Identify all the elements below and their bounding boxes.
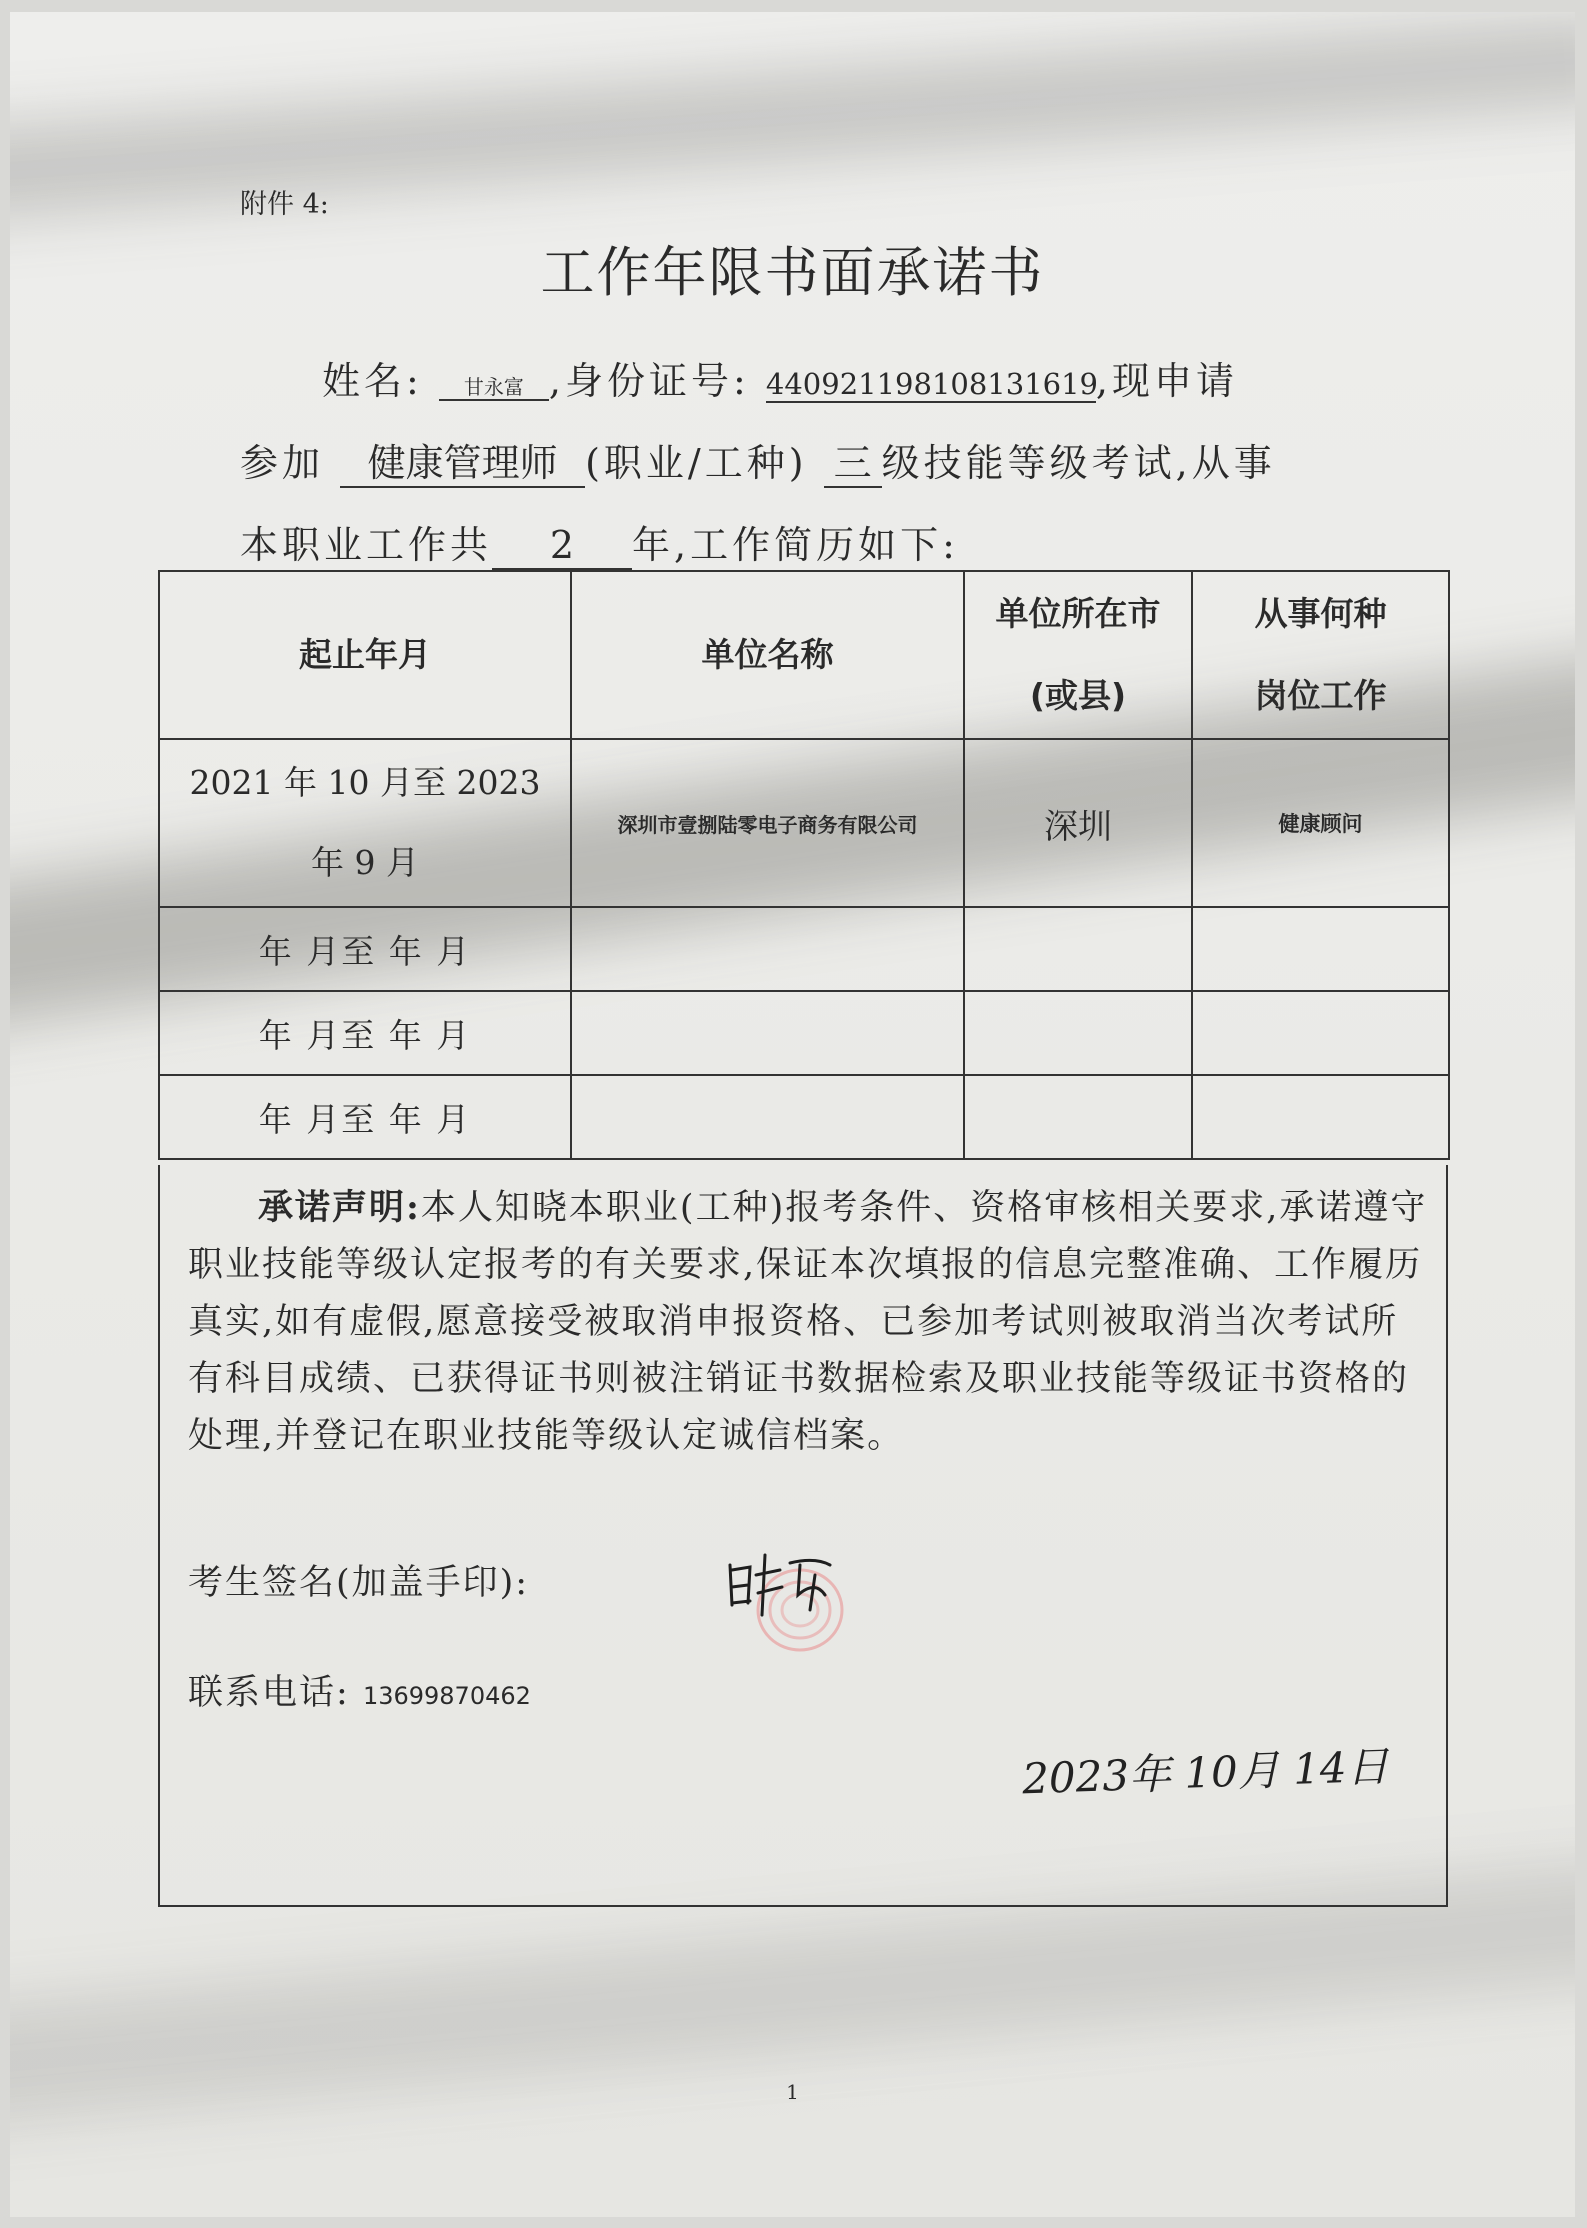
document-title: 工作年限书面承诺书 — [540, 241, 1045, 304]
intro-line-3 — [240, 514, 959, 570]
table-row — [159, 739, 1449, 907]
phone-line — [188, 1665, 531, 1715]
header-position — [1192, 571, 1449, 739]
header-city — [964, 571, 1192, 739]
row-period-line1: 2021 年 10 月至 2023 — [189, 763, 541, 802]
level-field: 三 — [824, 442, 882, 488]
blank-cell — [964, 907, 1192, 991]
id-label: ,身份证号: — [548, 359, 750, 403]
phone-label: 联系电话: — [188, 1673, 350, 1713]
blank-period: 年 月至 年 月 — [159, 991, 571, 1075]
attachment-label: 附件 4: — [240, 189, 329, 220]
name-label: 姓名: — [322, 359, 423, 403]
row-period — [159, 739, 571, 907]
header-period: 起止年月 — [159, 571, 571, 739]
declaration-label: 承诺声明: — [258, 1187, 421, 1228]
declaration-paragraph — [188, 1179, 1428, 1465]
table-row-blank — [159, 907, 1449, 991]
row-position: 健康顾问 — [1192, 739, 1449, 907]
header-city-line1: 单位所在市 — [995, 594, 1161, 633]
table-row-blank — [159, 1075, 1449, 1159]
blank-period: 年 月至 年 月 — [159, 1075, 571, 1159]
row-period-line2: 年 9 月 — [311, 843, 419, 882]
signature-label: 考生签名(加盖手印): — [188, 1563, 530, 1603]
blank-cell — [571, 991, 964, 1075]
blank-cell — [1192, 907, 1449, 991]
row-company: 深圳市壹捌陆零电子商务有限公司 — [571, 739, 964, 907]
apply-text: ,现申请 — [1095, 359, 1238, 403]
phone-value: 13699870462 — [362, 1682, 531, 1710]
id-number-field: 440921198108131619 — [766, 368, 1096, 403]
years-label: 本职业工作共 — [240, 523, 493, 567]
work-history-table — [158, 570, 1450, 1160]
blank-cell — [1192, 991, 1449, 1075]
document-page — [10, 12, 1575, 2217]
intro-line-2 — [240, 432, 1276, 488]
declaration-text: 本人知晓本职业(工种)报考条件、资格审核相关要求,承诺遵守职业技能等级认定报考的有关要求,保证本次填报的信息完整准确、工作履历真实,如有虚假,愿意接受被取消申报资格、已参加考试则被取消当次考试所有科目成绩、已获得证书则被注销证书数据检索及职业技能等级证书资格的处理,并登记在职业技能等级认定诚信档案。 — [188, 1188, 1428, 1456]
name-field: 甘永富 — [439, 376, 549, 401]
level-suffix: 级技能等级考试,从事 — [881, 441, 1276, 485]
header-company: 单位名称 — [571, 571, 964, 739]
handwritten-date: 2023年 10月 14日 — [1021, 1741, 1390, 1804]
page-number: 1 — [786, 2080, 799, 2104]
header-position-line1: 从事何种 — [1254, 594, 1387, 633]
table-row-blank — [159, 991, 1449, 1075]
blank-cell — [571, 1075, 964, 1159]
table-header-row — [159, 571, 1449, 739]
years-field: 2 — [492, 524, 632, 570]
intro-line-1 — [322, 350, 1238, 405]
header-city-line2: (或县) — [1029, 676, 1127, 715]
declaration-box — [158, 1165, 1448, 1907]
years-suffix: 年,工作简历如下: — [632, 523, 959, 567]
blank-cell — [964, 991, 1192, 1075]
occupation-suffix: (职业/工种) — [585, 441, 808, 485]
blank-cell — [964, 1075, 1192, 1159]
blank-period: 年 月至 年 月 — [159, 907, 571, 991]
signature-with-fingerprint — [720, 1535, 870, 1665]
occupation-field: 健康管理师 — [340, 442, 585, 488]
participate-label: 参加 — [240, 441, 325, 485]
blank-cell — [1192, 1075, 1449, 1159]
blank-cell — [571, 907, 964, 991]
header-position-line2: 岗位工作 — [1254, 676, 1387, 715]
row-city: 深圳 — [964, 739, 1192, 907]
